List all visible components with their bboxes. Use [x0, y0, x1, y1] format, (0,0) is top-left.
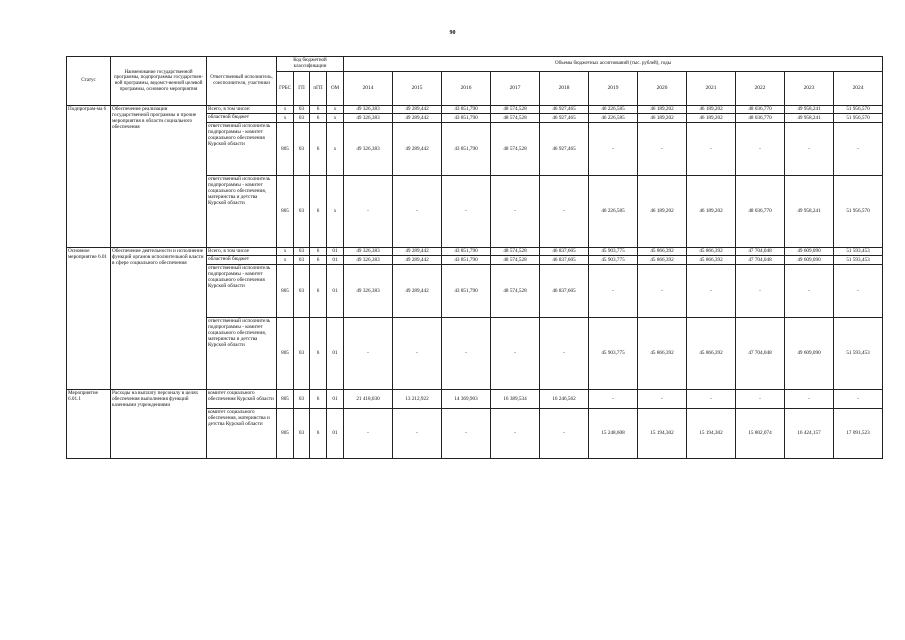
- pgp-cell: 6: [310, 318, 327, 390]
- amount-cell: -: [638, 123, 687, 176]
- status-cell: Подпрограм-ма 6: [67, 106, 111, 248]
- amount-cell: 46 927,465: [540, 123, 589, 176]
- status-cell: Основное мероприятие 6.01: [67, 248, 111, 390]
- amount-cell: 46 226,585: [589, 114, 638, 123]
- amount-cell: -: [687, 265, 736, 318]
- amount-cell: 48 574,528: [491, 106, 540, 114]
- header-name: Наименование государственной программы, подпрограммы государствен-ной программы, ведомст-венной целевой программы, основного мероприятия: [111, 57, 207, 106]
- amount-cell: 49 609,090: [785, 248, 834, 256]
- amount-cell: 45 866,392: [638, 318, 687, 390]
- pgp-cell: 6: [310, 114, 327, 123]
- grbs-cell: 805: [277, 390, 294, 409]
- grbs-cell: 805: [277, 123, 294, 176]
- executor-cell: ответственный исполнитель подпрограммы - комитет социального обеспечения, материнства и детства Курской области: [207, 176, 277, 248]
- amount-cell: -: [442, 318, 491, 390]
- header-code-col: ОМ: [327, 72, 344, 106]
- header-year: 2019: [589, 72, 638, 106]
- amount-cell: -: [344, 318, 393, 390]
- amount-cell: -: [344, 176, 393, 248]
- amount-cell: 49 958,241: [785, 176, 834, 248]
- grbs-cell: x: [277, 248, 294, 256]
- amount-cell: -: [834, 265, 883, 318]
- amount-cell: 43 851,790: [442, 248, 491, 256]
- amount-cell: -: [589, 123, 638, 176]
- om-cell: x: [327, 176, 344, 248]
- header-code-col: пГП: [310, 72, 327, 106]
- amount-cell: 46 189,202: [687, 114, 736, 123]
- amount-cell: 46 226,585: [589, 106, 638, 114]
- gp-cell: 03: [294, 390, 310, 409]
- header-status: Статус: [67, 57, 111, 106]
- gp-cell: 03: [294, 256, 310, 265]
- amount-cell: 49 958,241: [785, 114, 834, 123]
- amount-cell: -: [785, 390, 834, 409]
- amount-cell: 49 289,442: [393, 256, 442, 265]
- amount-cell: -: [638, 265, 687, 318]
- amount-cell: -: [442, 176, 491, 248]
- executor-cell: Всего, в том числе: [207, 248, 277, 256]
- executor-cell: областной бюджет: [207, 256, 277, 265]
- amount-cell: -: [442, 409, 491, 459]
- header-code-col: ГРБС: [277, 72, 294, 106]
- header-year: 2024: [834, 72, 883, 106]
- amount-cell: -: [393, 409, 442, 459]
- header-year: 2014: [344, 72, 393, 106]
- amount-cell: 51 956,570: [834, 114, 883, 123]
- om-cell: x: [327, 106, 344, 114]
- amount-cell: 16 389,534: [491, 390, 540, 409]
- amount-cell: -: [589, 265, 638, 318]
- amount-cell: -: [491, 176, 540, 248]
- grbs-cell: 805: [277, 176, 294, 248]
- amount-cell: 46 189,202: [638, 176, 687, 248]
- amount-cell: 49 326,383: [344, 248, 393, 256]
- gp-cell: 03: [294, 409, 310, 459]
- amount-cell: 51 956,570: [834, 176, 883, 248]
- om-cell: 01: [327, 265, 344, 318]
- amount-cell: 48 036,770: [736, 106, 785, 114]
- amount-cell: -: [834, 123, 883, 176]
- amount-cell: 51 956,570: [834, 106, 883, 114]
- grbs-cell: x: [277, 256, 294, 265]
- amount-cell: 47 704,048: [736, 248, 785, 256]
- header-year: 2021: [687, 72, 736, 106]
- pgp-cell: 6: [310, 123, 327, 176]
- grbs-cell: x: [277, 106, 294, 114]
- amount-cell: 46 927,465: [540, 114, 589, 123]
- amount-cell: 46 837,605: [540, 248, 589, 256]
- header-year: 2018: [540, 72, 589, 106]
- program-name-cell: Расходы на выплату персоналу в целях обеспечения выполнения функций казенными учреждениями: [111, 390, 207, 459]
- amount-cell: -: [491, 409, 540, 459]
- page-number: 90: [449, 30, 456, 36]
- header-code-col: ГП: [294, 72, 310, 106]
- amount-cell: 45 903,775: [589, 256, 638, 265]
- grbs-cell: 805: [277, 265, 294, 318]
- amount-cell: -: [736, 123, 785, 176]
- amount-cell: 47 704,048: [736, 256, 785, 265]
- gp-cell: 03: [294, 114, 310, 123]
- table-row: [67, 390, 883, 409]
- amount-cell: -: [834, 390, 883, 409]
- budget-table: [66, 56, 883, 459]
- amount-cell: -: [589, 390, 638, 409]
- amount-cell: 43 851,790: [442, 265, 491, 318]
- amount-cell: 16 246,562: [540, 390, 589, 409]
- amount-cell: 49 609,090: [785, 256, 834, 265]
- table-row: [67, 248, 883, 256]
- header-executor: Ответственный исполнитель, соисполнители, участники: [207, 57, 277, 106]
- amount-cell: 48 036,770: [736, 176, 785, 248]
- amount-cell: -: [687, 123, 736, 176]
- amount-cell: -: [736, 265, 785, 318]
- gp-cell: 03: [294, 265, 310, 318]
- amount-cell: 46 837,605: [540, 265, 589, 318]
- executor-cell: Всего, в том числе:: [207, 106, 277, 114]
- header-year: 2022: [736, 72, 785, 106]
- executor-cell: ответственный исполнитель подпрограммы - комитет социального обеспечения, материнства и детства Курской области: [207, 318, 277, 390]
- amount-cell: 45 903,775: [589, 248, 638, 256]
- amount-cell: 21 418,030: [344, 390, 393, 409]
- amount-cell: 15 248,608: [589, 409, 638, 459]
- amount-cell: 45 866,392: [687, 318, 736, 390]
- om-cell: x: [327, 114, 344, 123]
- amount-cell: 45 866,392: [687, 256, 736, 265]
- amount-cell: 46 189,202: [687, 106, 736, 114]
- amount-cell: 45 866,392: [638, 256, 687, 265]
- amount-cell: 15 194,302: [638, 409, 687, 459]
- amount-cell: -: [540, 176, 589, 248]
- amount-cell: 13 212,922: [393, 390, 442, 409]
- amount-cell: 48 574,528: [491, 256, 540, 265]
- amount-cell: 49 326,383: [344, 106, 393, 114]
- amount-cell: 45 903,775: [589, 318, 638, 390]
- pgp-cell: 6: [310, 248, 327, 256]
- gp-cell: 03: [294, 318, 310, 390]
- amount-cell: -: [687, 390, 736, 409]
- amount-cell: 43 851,790: [442, 114, 491, 123]
- amount-cell: 15 802,074: [736, 409, 785, 459]
- amount-cell: 46 927,465: [540, 106, 589, 114]
- gp-cell: 03: [294, 106, 310, 114]
- header-year: 2015: [393, 72, 442, 106]
- amount-cell: -: [638, 390, 687, 409]
- grbs-cell: 805: [277, 318, 294, 390]
- gp-cell: 03: [294, 248, 310, 256]
- amount-cell: 46 189,202: [687, 176, 736, 248]
- om-cell: x: [327, 123, 344, 176]
- amount-cell: 15 194,302: [687, 409, 736, 459]
- amount-cell: 49 289,442: [393, 106, 442, 114]
- gp-cell: 03: [294, 176, 310, 248]
- om-cell: 01: [327, 318, 344, 390]
- amount-cell: 51 593,453: [834, 256, 883, 265]
- header-code-group: Код бюджетной классификации: [277, 57, 344, 72]
- header-amounts-group: Объемы бюджетных ассигнований (тыс. рублей), годы: [344, 57, 883, 72]
- amount-cell: 43 851,790: [442, 123, 491, 176]
- amount-cell: 49 326,383: [344, 114, 393, 123]
- amount-cell: 49 289,442: [393, 265, 442, 318]
- program-name-cell: Обеспечение реализации государственной программы и прочие мероприятия в области социального обеспечения: [111, 106, 207, 248]
- amount-cell: -: [785, 265, 834, 318]
- amount-cell: -: [393, 176, 442, 248]
- grbs-cell: 805: [277, 409, 294, 459]
- amount-cell: 47 704,048: [736, 318, 785, 390]
- om-cell: 01: [327, 409, 344, 459]
- amount-cell: 43 851,790: [442, 106, 491, 114]
- amount-cell: 49 326,383: [344, 265, 393, 318]
- om-cell: 01: [327, 256, 344, 265]
- amount-cell: 49 289,442: [393, 114, 442, 123]
- amount-cell: 46 837,605: [540, 256, 589, 265]
- amount-cell: 49 326,383: [344, 256, 393, 265]
- amount-cell: 49 326,383: [344, 123, 393, 176]
- header-year: 2017: [491, 72, 540, 106]
- amount-cell: 48 574,528: [491, 123, 540, 176]
- amount-cell: 48 574,528: [491, 265, 540, 318]
- header-year: 2023: [785, 72, 834, 106]
- amount-cell: 46 189,202: [638, 114, 687, 123]
- amount-cell: -: [540, 318, 589, 390]
- amount-cell: -: [785, 123, 834, 176]
- amount-cell: 51 593,453: [834, 318, 883, 390]
- executor-cell: комитет социального обеспечения, материнства и детства Курской области: [207, 409, 277, 459]
- om-cell: 01: [327, 390, 344, 409]
- amount-cell: 51 593,453: [834, 248, 883, 256]
- amount-cell: -: [491, 318, 540, 390]
- executor-cell: ответственный исполнитель подпрограммы - комитет социального обеспечения Курской области: [207, 123, 277, 176]
- amount-cell: 49 289,442: [393, 248, 442, 256]
- amount-cell: 45 866,392: [638, 248, 687, 256]
- pgp-cell: 6: [310, 106, 327, 114]
- amount-cell: 43 851,790: [442, 256, 491, 265]
- status-cell: Мероприятие 6.01.1: [67, 390, 111, 459]
- amount-cell: -: [540, 409, 589, 459]
- amount-cell: -: [393, 318, 442, 390]
- header-year: 2016: [442, 72, 491, 106]
- header-year: 2020: [638, 72, 687, 106]
- header-row: [67, 57, 883, 72]
- executor-cell: областной бюджет: [207, 114, 277, 123]
- amount-cell: -: [344, 409, 393, 459]
- amount-cell: 48 574,528: [491, 114, 540, 123]
- pgp-cell: 6: [310, 265, 327, 318]
- amount-cell: 48 574,528: [491, 248, 540, 256]
- pgp-cell: 6: [310, 256, 327, 265]
- om-cell: 01: [327, 248, 344, 256]
- grbs-cell: x: [277, 114, 294, 123]
- amount-cell: 16 424,157: [785, 409, 834, 459]
- pgp-cell: 6: [310, 390, 327, 409]
- pgp-cell: 6: [310, 409, 327, 459]
- amount-cell: 46 189,202: [638, 106, 687, 114]
- amount-cell: -: [736, 390, 785, 409]
- amount-cell: 49 609,090: [785, 318, 834, 390]
- amount-cell: 49 958,241: [785, 106, 834, 114]
- gp-cell: 03: [294, 123, 310, 176]
- amount-cell: 49 289,442: [393, 123, 442, 176]
- executor-cell: комитет социального обеспечения Курской области: [207, 390, 277, 409]
- table-row: [67, 106, 883, 114]
- pgp-cell: 6: [310, 176, 327, 248]
- amount-cell: 45 866,392: [687, 248, 736, 256]
- program-name-cell: Обеспечение деятельности и исполнение функций органов исполнительной власти в сфере социального обеспечения: [111, 248, 207, 390]
- executor-cell: ответственный исполнитель подпрограммы - комитет социального обеспечения Курской области: [207, 265, 277, 318]
- amount-cell: 48 036,770: [736, 114, 785, 123]
- amount-cell: 17 091,523: [834, 409, 883, 459]
- amount-cell: 14 369,903: [442, 390, 491, 409]
- amount-cell: 46 226,585: [589, 176, 638, 248]
